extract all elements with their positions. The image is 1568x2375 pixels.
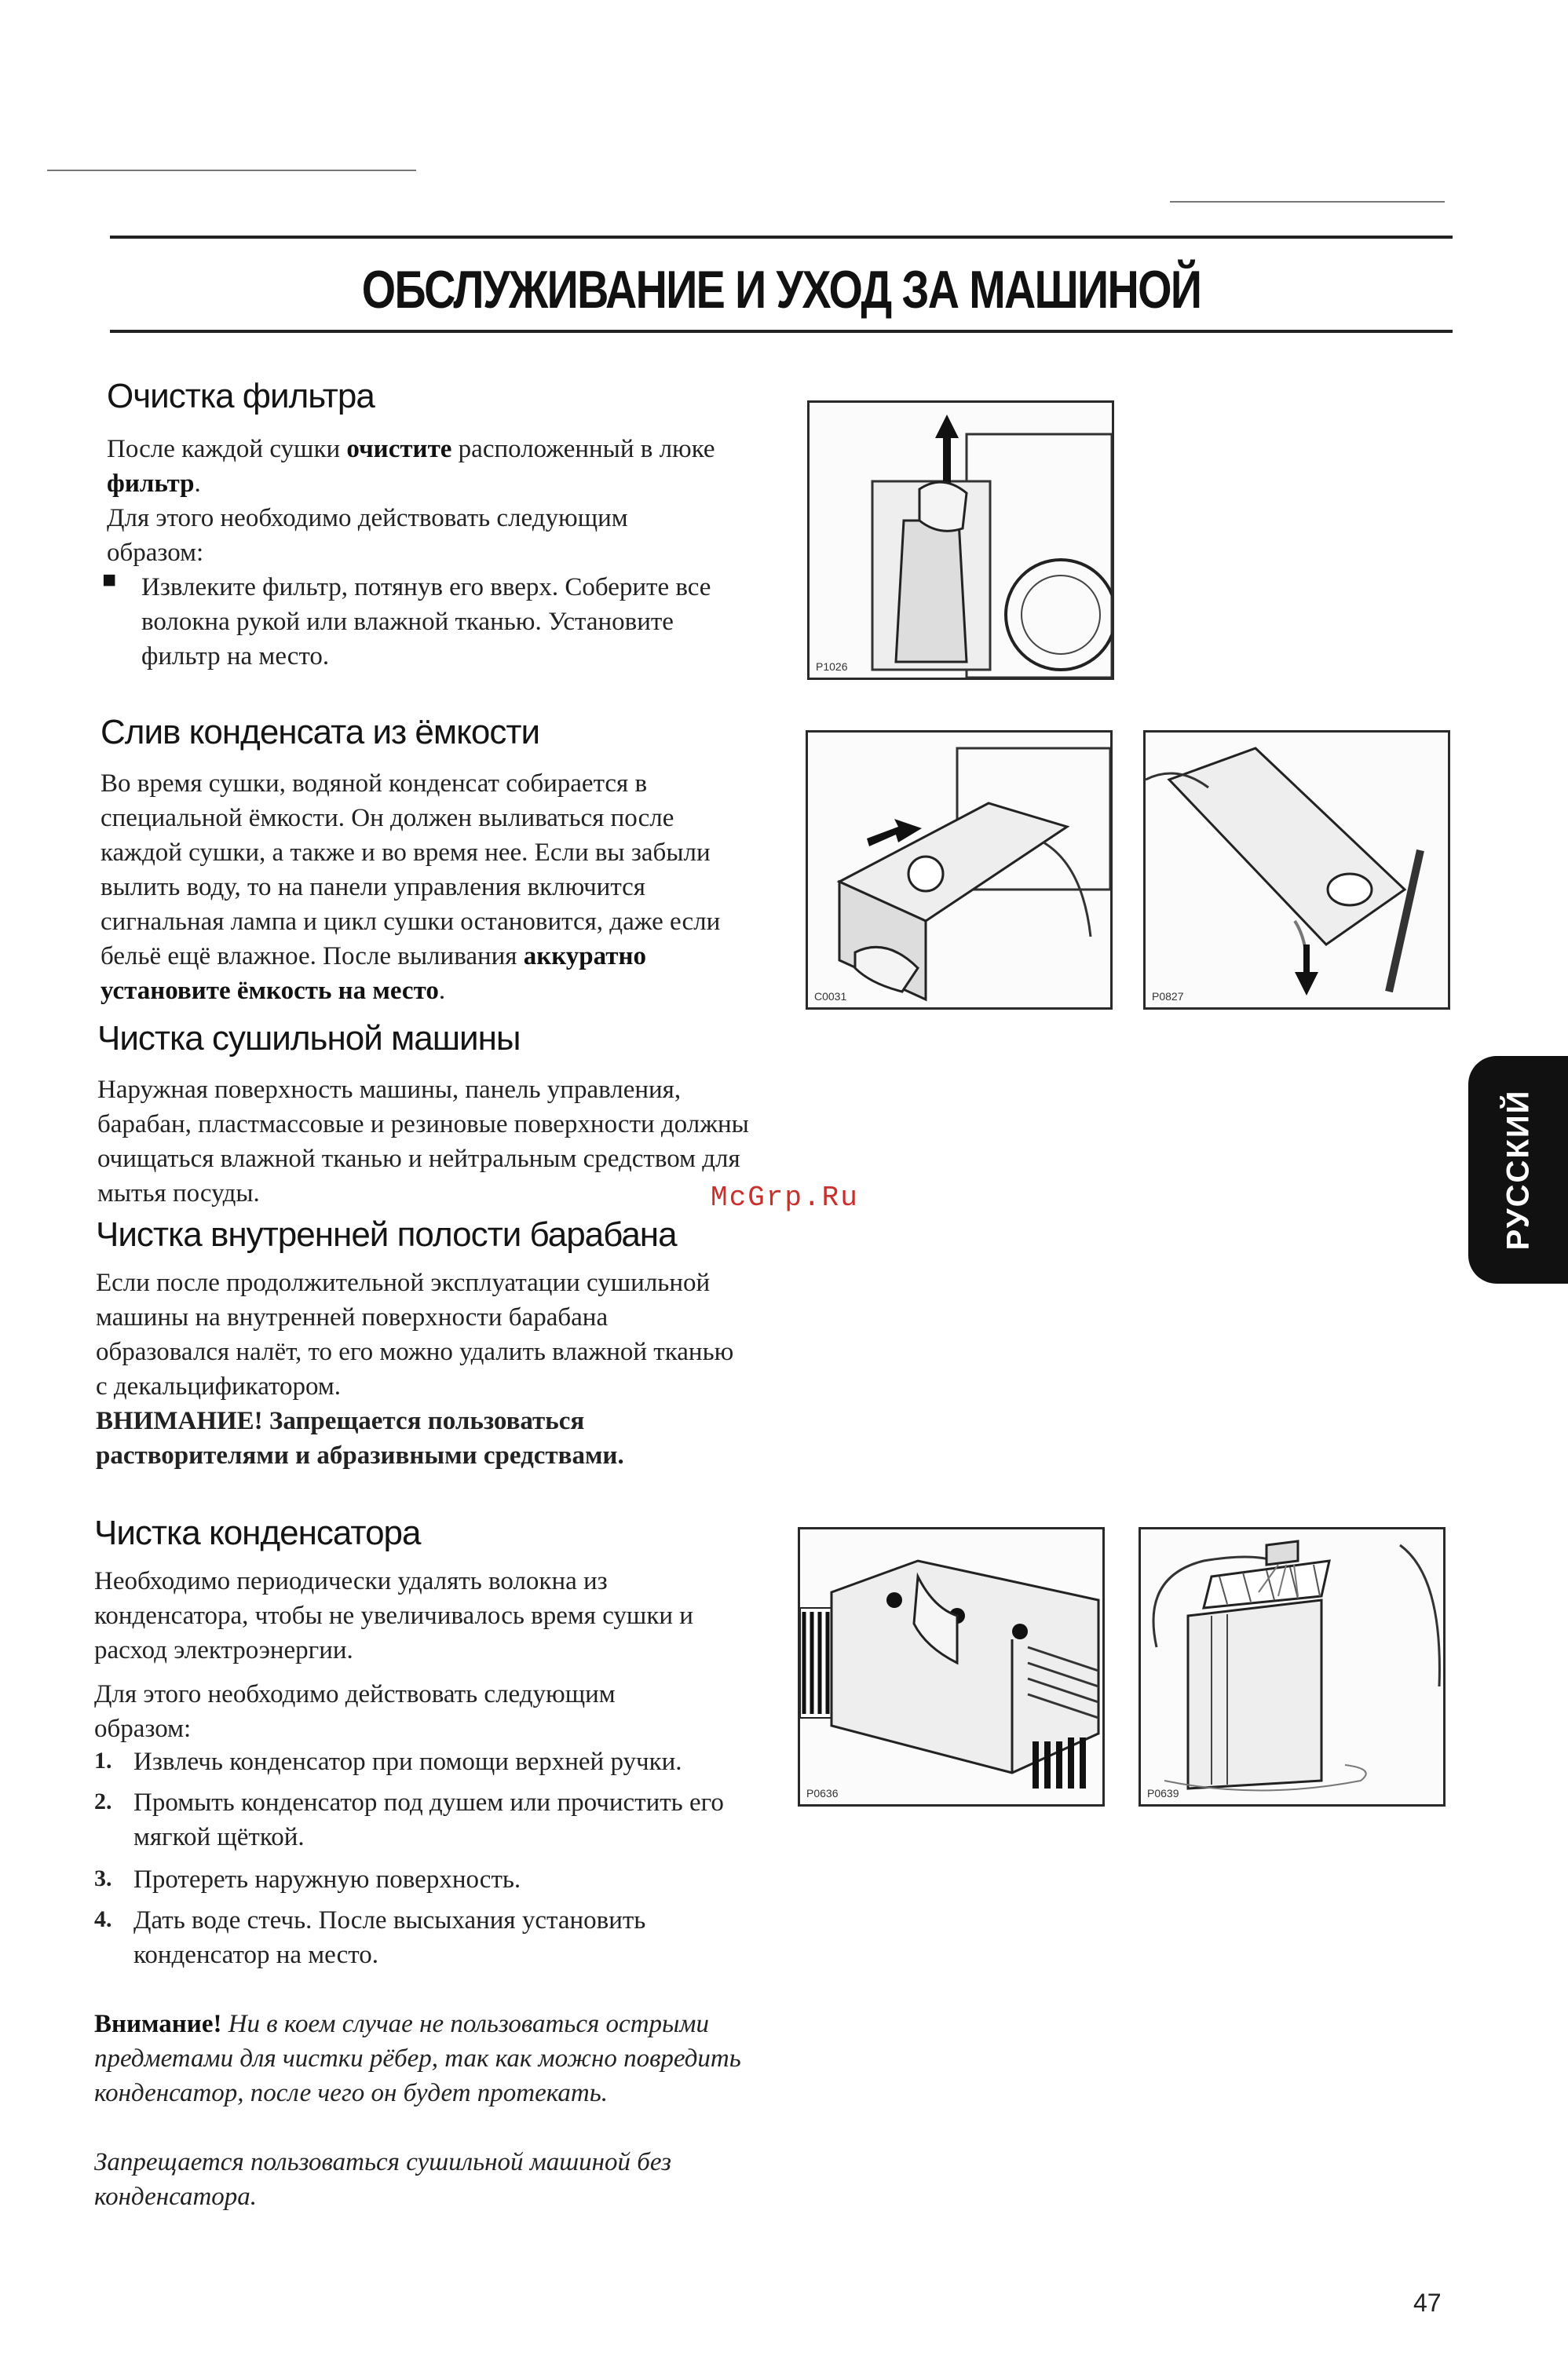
filter-paragraph-2: Для этого необходимо действовать следующим образом: bbox=[107, 504, 628, 567]
filter-p1-text-c: . bbox=[194, 470, 201, 498]
filter-paragraph-1 bbox=[107, 432, 751, 501]
figure-condenser-wash bbox=[1139, 1527, 1446, 1807]
step-4-number: 4. bbox=[94, 1906, 112, 1932]
bullet-square-icon: ■ bbox=[102, 567, 117, 593]
filter-bullet-text: Извлеките фильтр, потянув его вверх. Соберите все волокна рукой или влажной тканью. Установите фильтр на место. bbox=[141, 573, 711, 670]
drain-text-end: . bbox=[438, 977, 446, 1005]
step-2-text: Промыть конденсатор под душем или прочистить его мягкой щёткой. bbox=[133, 1789, 724, 1851]
drain-heading: Слив конденсата из ёмкости bbox=[101, 713, 540, 751]
figure-code-p0639: P0639 bbox=[1147, 1787, 1179, 1800]
page-number: 47 bbox=[1413, 2289, 1442, 2317]
figure-filter-removal bbox=[807, 400, 1114, 680]
figure-container-pull bbox=[806, 730, 1113, 1010]
filter-p1-bold-b: фильтр bbox=[107, 470, 195, 498]
filter-removal-illustration bbox=[810, 403, 1112, 678]
condenser-remove-illustration bbox=[800, 1529, 1102, 1804]
language-tab-label: РУССКИЙ bbox=[1500, 1089, 1535, 1251]
filter-p1-bold-a: очистите bbox=[346, 435, 452, 463]
figure-code-c0031: C0031 bbox=[814, 990, 847, 1003]
drum-warning: ВНИМАНИЕ! Запрещается пользоваться растворителями и абразивными средствами. bbox=[96, 1407, 624, 1470]
figure-condenser-remove bbox=[798, 1527, 1105, 1807]
step-3-number: 3. bbox=[94, 1865, 112, 1891]
filter-p1-text-a: После каждой сушки bbox=[107, 435, 347, 463]
machine-paragraph: Наружная поверхность машины, панель управления, барабан, пластмассовые и резиновые поверхности должны очищаться влажной тканью и нейтральным средством для мытья посуды. bbox=[97, 1076, 749, 1208]
drain-text-bold: аккуратно установите ёмкость на место bbox=[101, 942, 647, 1005]
header-rule-left bbox=[47, 170, 416, 171]
condenser-heading: Чистка конденсатора bbox=[94, 1514, 421, 1552]
container-pull-illustration bbox=[808, 733, 1110, 1007]
filter-p1-text-b: расположенный в люке bbox=[451, 435, 715, 463]
figure-code-p1026: P1026 bbox=[816, 660, 848, 673]
drum-paragraph: Если после продолжительной эксплуатации сушильной машины на внутренней поверхности барабана образовался налёт, то его можно удалить влажной тканью с декальцификатором. bbox=[96, 1269, 734, 1401]
drain-text: Во время сушки, водяной конденсат собирается в специальной ёмкости. Он должен выливаться после каждой сушки, а также и во время нее. Если вы забыли вылить воду, то на панели управления включится сигнальная лампа и цикл сушки остановится, даже если бельё ещё влажное. После выливания bbox=[101, 769, 721, 970]
watermark: McGrp.Ru bbox=[711, 1182, 859, 1214]
step-2-number: 2. bbox=[94, 1789, 112, 1814]
figure-code-p0827: P0827 bbox=[1152, 990, 1184, 1003]
filter-heading: Очистка фильтра bbox=[107, 377, 375, 415]
condenser-note bbox=[94, 2007, 746, 2110]
language-tab bbox=[1468, 1056, 1568, 1284]
drum-heading: Чистка внутренней полости барабана bbox=[96, 1215, 677, 1254]
step-1-text: Извлечь конденсатор при помощи верхней ручки. bbox=[133, 1748, 682, 1776]
figure-code-p0636: P0636 bbox=[806, 1787, 839, 1800]
title-rule-bottom bbox=[110, 330, 1453, 333]
condenser-paragraph-2: Для этого необходимо действовать следующим образом: bbox=[94, 1680, 616, 1743]
step-4-text: Дать воде стечь. После высыхания установить конденсатор на место. bbox=[133, 1906, 646, 1969]
container-empty-illustration bbox=[1146, 733, 1448, 1007]
drain-paragraph bbox=[101, 766, 752, 1008]
condenser-note-text: Ни в коем случае не пользоваться острыми предметами для чистки рёбер, так как можно повредить конденсатор, после чего он будет протекать. bbox=[94, 2010, 741, 2107]
machine-heading: Чистка сушильной машины bbox=[97, 1019, 521, 1058]
step-1-number: 1. bbox=[94, 1748, 112, 1774]
condenser-paragraph-1: Необходимо периодически удалять волокна из конденсатора, чтобы не увеличивалось время сушки и расход электроэнергии. bbox=[94, 1567, 693, 1664]
page-title: ОБСЛУЖИВАНИЕ И УХОД ЗА МАШИНОЙ bbox=[361, 260, 1201, 320]
header-rule-right bbox=[1170, 201, 1445, 203]
figure-container-empty bbox=[1143, 730, 1450, 1010]
step-3-text: Протереть наружную поверхность. bbox=[133, 1865, 521, 1894]
condenser-note-2: Запрещается пользоваться сушильной машиной без конденсатора. bbox=[94, 2148, 671, 2211]
condenser-wash-illustration bbox=[1141, 1529, 1443, 1804]
condenser-note-label: Внимание! bbox=[94, 2010, 222, 2038]
title-rule-top bbox=[110, 236, 1453, 239]
